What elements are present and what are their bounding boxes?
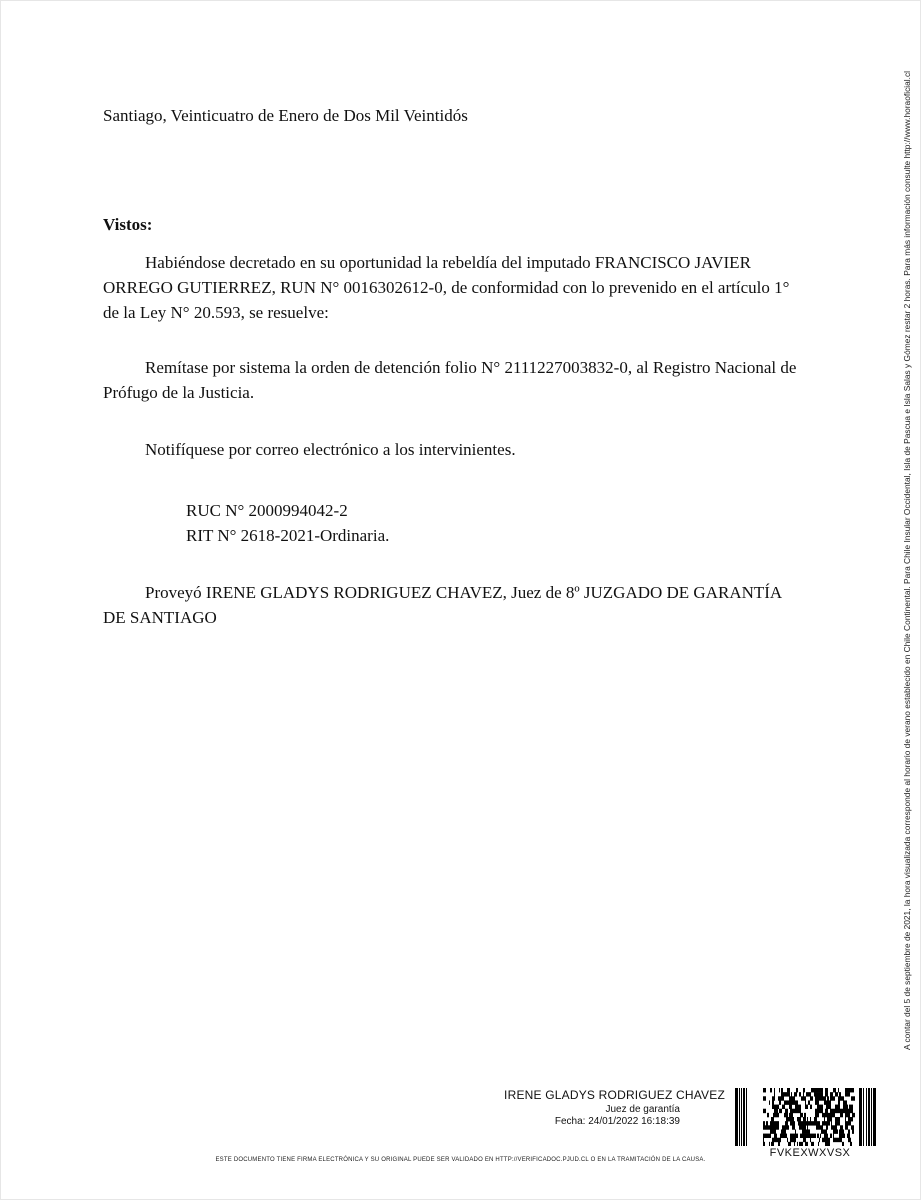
signature-block [470, 1088, 725, 1127]
signer-role: Juez de garantía [605, 1104, 680, 1115]
paragraph-remitase: Remítase por sistema la orden de detención folio N° 2111227003832-0, al Registro Nacional de Prófugo de la Justicia. [103, 358, 797, 402]
signer-name: IRENE GLADYS RODRIGUEZ CHAVEZ [504, 1088, 725, 1102]
vistos-heading: Vistos: [103, 215, 153, 234]
signature-date: Fecha: 24/01/2022 16:18:39 [554, 1116, 680, 1127]
barcode-code: FVKEXWXVSX [769, 1147, 851, 1159]
verification-barcode [735, 1088, 885, 1146]
date-line: Santiago, Veinticuatro de Enero de Dos Mil Veintidós [103, 106, 468, 125]
ruc-line: RUC N° 2000994042-2 [186, 501, 348, 520]
side-note-vertical: A contar del 5 de septiembre de 2021, la hora visualizada corresponde al horario de verano establecido en Chile Continental. Para Chile Insular Occidental, Isla de Pascua e Isla Salas y Gómez restar 2 horas. Para más información consulte http://www.horaoficial.cl [902, 70, 912, 1050]
case-references [186, 498, 389, 548]
barcode-graphic [735, 1088, 885, 1146]
rit-line: RIT N° 2618-2021-Ordinaria. [186, 526, 390, 545]
footer-note: ESTE DOCUMENTO TIENE FIRMA ELECTRÓNICA Y SU ORIGINAL PUEDE SER VALIDADO EN HTTP://VERIFICADOC.PJUD.CL O EN LA TRAMITACIÓN DE LA CAUSA. [215, 1157, 706, 1163]
paragraph-notifiquese: Notifíquese por correo electrónico a los intervinientes. [145, 440, 516, 459]
paragraph-proveyo: Proveyó IRENE GLADYS RODRIGUEZ CHAVEZ, Juez de 8º JUZGADO DE GARANTÍA DE SANTIAGO [103, 583, 782, 627]
paragraph-rebeldia: Habiéndose decretado en su oportunidad la rebeldía del imputado FRANCISCO JAVIER ORREGO GUTIERREZ, RUN N° 0016302612-0, de conformidad con lo prevenido en el artículo 1° de la Ley N° 20.593, se resuelve: [103, 253, 790, 322]
